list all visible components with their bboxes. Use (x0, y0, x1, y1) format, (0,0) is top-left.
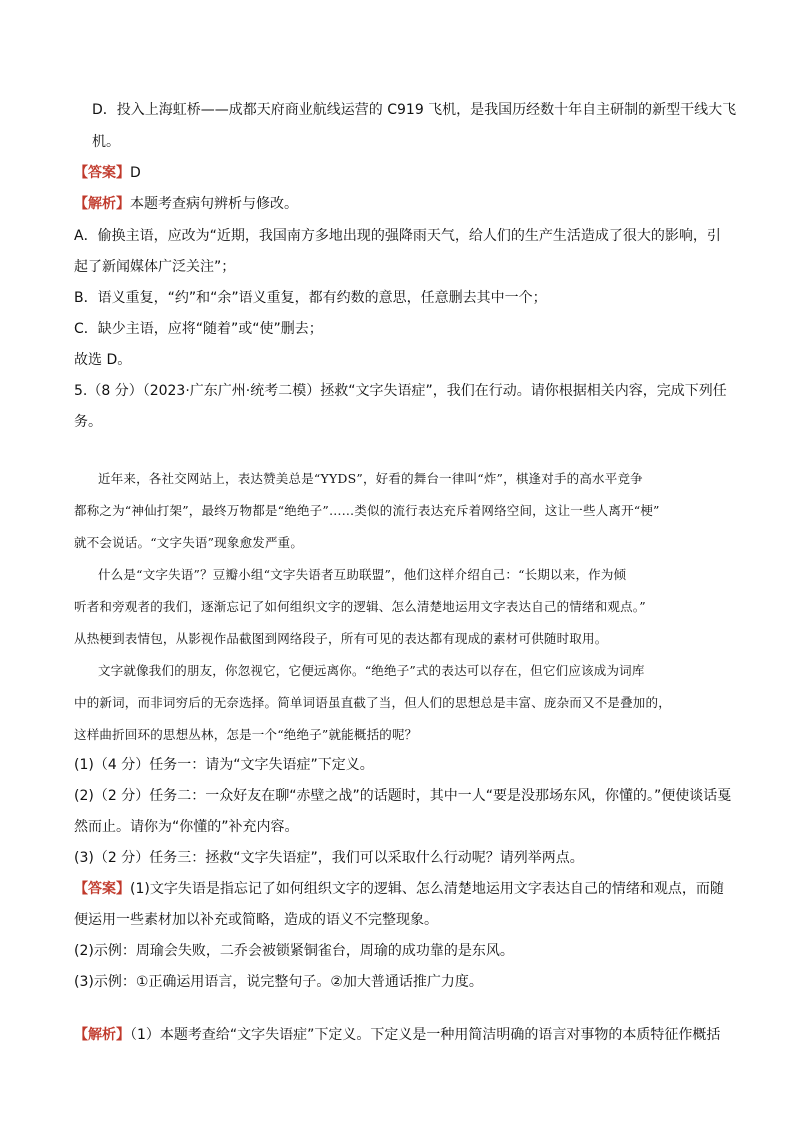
passage-line: 中的新词，而非词穷后的无奈选择。简单词语虽直截了当，但人们的思想总是丰富、庞杂而又不是叠加的， (74, 695, 671, 710)
analysis-text: 本题考查病句辨析与修改。 (130, 196, 298, 212)
analysis-a-line1: A．偷换主语，应改为“近期，我国南方多地出现的强降雨天气，给人们的生产生活造成了很大的影响，引 (74, 228, 721, 244)
option-d-line1: D．投入上海虹桥——成都天府商业航线运营的 C919 飞机，是我国历经数十年自主研制的新型干线大飞 (92, 102, 737, 118)
option-d-line2: 机。 (92, 134, 120, 150)
passage-line: 近年来，各社交网站上，表达赞美总是“YYDS”，好看的舞台一律叫“炸”，棋逢对手的高水平竞争 (98, 471, 643, 486)
passage-line: 从热梗到表情包，从影视作品截图到网络段子，所有可见的表达都有现成的素材可供随时取用。 (74, 631, 608, 646)
analysis-b-line: B．语义重复，“约”和“余”语义重复，都有约数的意思，任意删去其中一个； (74, 290, 547, 306)
passage-line: 听者和旁观者的我们，逐渐忘记了如何组织文字的逻辑、怎么清楚地运用文字表达自己的情绪和观点。” (74, 599, 646, 614)
analysis-1 (74, 194, 746, 214)
analysis-tag: 【解析】 (74, 196, 130, 212)
answer-5-text: (1)文字失语是指忘记了如何组织文字的逻辑、怎么清楚地运用文字表达自己的情绪和观点，而随 (130, 881, 724, 897)
task-2-line2: 然而止。请你为“你懂的”补充内容。 (74, 819, 299, 835)
task-1: (1)（4 分）任务一：请为“文字失语症”下定义。 (74, 757, 374, 773)
answer-1 (74, 163, 746, 183)
answer-5-line2: 便运用一些素材加以补充或简略，造成的语义不完整现象。 (74, 912, 438, 928)
analysis-a-line2: 起了新闻媒体广泛关注”； (74, 259, 236, 275)
analysis-c-line: C．缺少主语，应将“随着”或“使”删去； (74, 321, 323, 337)
analysis-conclusion: 故选 D。 (74, 352, 132, 368)
passage-line: 就不会说话。“文字失语”现象愈发严重。 (74, 535, 304, 550)
task-2-line1: (2)（2 分）任务二：一众好友在聊“赤壁之战”的话题时，其中一人“要是没那场东风，你懂的。”便使谈话戛 (74, 788, 732, 804)
analysis-5 (74, 1025, 746, 1045)
answer-5-line4: (3)示例：①正确运用语言，说完整句子。②加大普通话推广力度。 (74, 974, 483, 990)
task-3: (3)（2 分）任务三：拯救“文字失语症”，我们可以采取什么行动呢？请列举两点。 (74, 850, 584, 866)
answer-tag: 【答案】 (74, 165, 130, 181)
passage-line: 什么是“文字失语”？豆瓣小组“文字失语者互助联盟”，他们这样介绍自己：“长期以来，作为倾 (98, 567, 627, 582)
answer-value: D (130, 165, 141, 181)
passage-line: 文字就像我们的朋友，你忽视它，它便远离你。“绝绝子”式的表达可以存在，但它们应该成为词库 (98, 663, 645, 678)
passage-line: 这样曲折回环的思想丛林，怎是一个“绝绝子”就能概括的呢？ (74, 727, 418, 742)
answer-5-line1 (74, 879, 746, 899)
question-5-line1: 5.（8 分）（2023·广东广州·统考二模）拯救“文字失语症”，我们在行动。请你根据相关内容，完成下列任 (74, 383, 727, 399)
answer-tag: 【答案】 (74, 881, 130, 897)
analysis-5-text: （1）本题考查给“文字失语症”下定义。下定义是一种用简洁明确的语言对事物的本质特征作概括 (130, 1027, 721, 1043)
analysis-tag: 【解析】 (74, 1027, 130, 1043)
answer-5-line3: (2)示例：周瑜会失败，二乔会被锁紧铜雀台，周瑜的成功靠的是东风。 (74, 943, 514, 959)
passage-line: 都称之为“神仙打架”，最终万物都是“绝绝子”……类似的流行表达充斥着网络空间，这让一些人离开“梗” (74, 503, 660, 518)
question-5-line2: 务。 (74, 414, 102, 430)
